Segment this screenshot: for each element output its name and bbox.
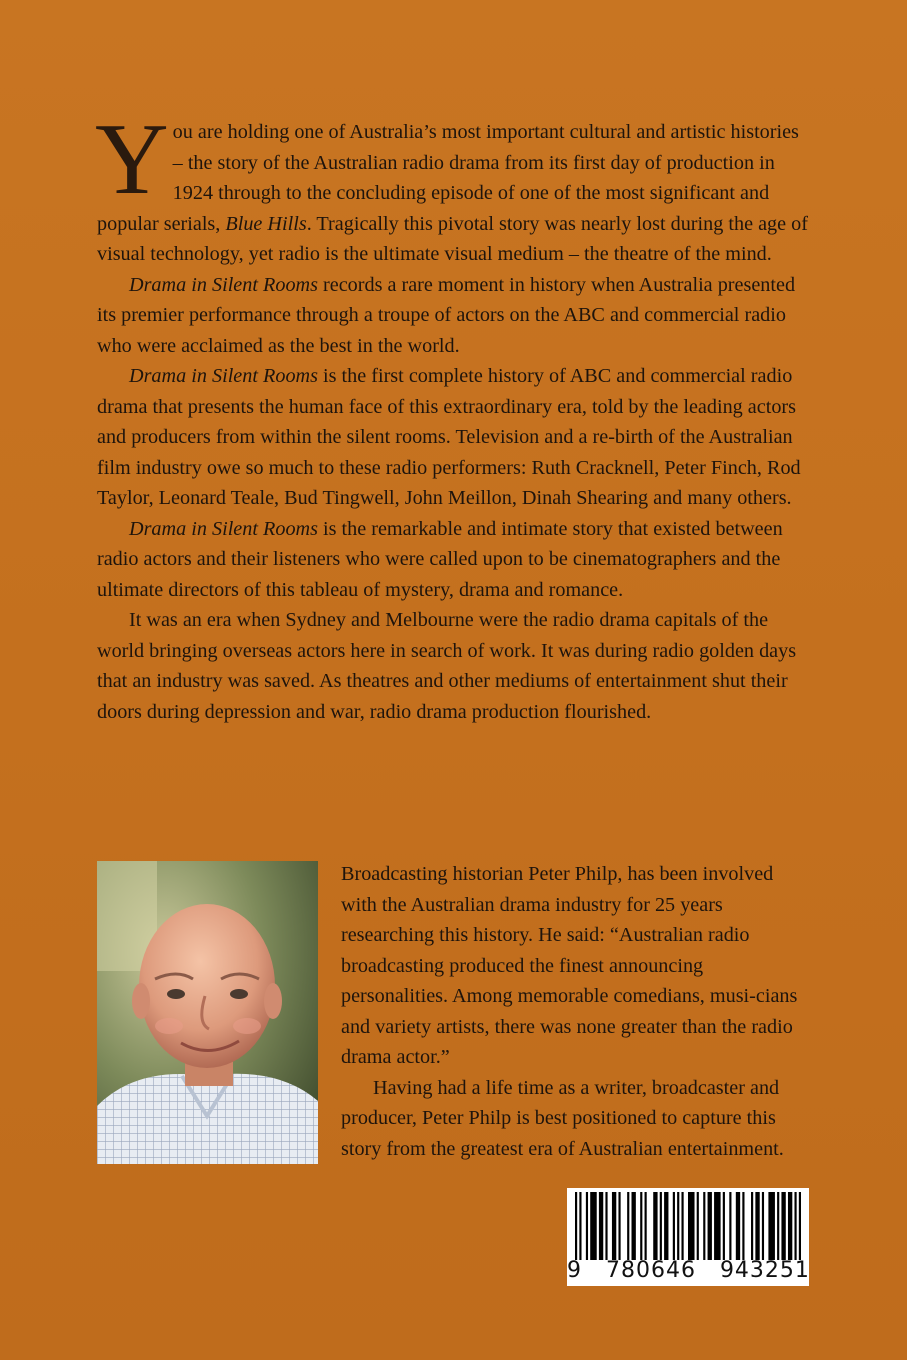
barcode-bar (632, 1192, 636, 1260)
barcode-bar (703, 1192, 705, 1260)
barcode-bar (664, 1192, 668, 1260)
barcode-bars (575, 1192, 801, 1260)
blurb-paragraph-5: It was an era when Sydney and Melbourne were the radio drama capitals of the world bringing overseas actors here in search of work. It was during radio golden days that an industry was saved. As theatres and other mediums of entertainment shut their doors during depression and war, radio drama production flourished. (97, 609, 797, 723)
barcode-bar (723, 1192, 725, 1260)
blurb-paragraph-3: Drama in Silent Rooms is the first complete history of ABC and commercial radio drama that presents the human face of this extraordinary era, told by the leading actors and producers from within the silent rooms. Television and a re-birth of the Australian film industry owe so much to these radio performers: Ruth Cracknell, Peter Finch, Rod Taylor, Leonard Teale, Bud Tingwell, John Meillon, Dinah Shearing and many others. (97, 365, 801, 509)
barcode-bar (762, 1192, 764, 1260)
barcode-bar (612, 1192, 616, 1260)
bio-paragraph-2: Having had a life time as a writer, broadcaster and producer, Peter Philp is best positioned to capture this story from the greatest era of Australian entertainment. (341, 1076, 784, 1160)
barcode-bar (575, 1192, 577, 1260)
barcode-bar (640, 1192, 642, 1260)
book-title: Drama in Silent Rooms (129, 517, 318, 540)
barcode-bar (742, 1192, 744, 1260)
barcode-bar (653, 1192, 657, 1260)
barcode-bar (697, 1192, 699, 1260)
barcode-bar (714, 1192, 721, 1260)
serial-title: Blue Hills (225, 212, 307, 235)
blurb-paragraph-1: You are holding one of Australia’s most important cultural and artistic histories – the story of the Australian radio drama from its first day of production in 1924 through to the concluding episode of one of the most significant and popular serials, Blue Hills. Tragically this pivotal story was nearly lost during the age of visual technology, yet radio is the ultimate visual medium – the theatre of the mind. (95, 103, 808, 265)
barcode-bar (708, 1192, 712, 1260)
barcode-bar (645, 1192, 647, 1260)
barcode-bar (729, 1192, 731, 1260)
barcode-bar (673, 1192, 675, 1260)
barcode-bar (755, 1192, 759, 1260)
barcode-bar (788, 1192, 792, 1260)
barcode-bar (688, 1192, 695, 1260)
barcode-bar (794, 1192, 796, 1260)
blurb-paragraph-2: Drama in Silent Rooms records a rare moment in history when Australia presented its premier performance through a troupe of actors on the ABC and commercial radio who were acclaimed as the best in the world. (97, 273, 796, 357)
barcode-bar (579, 1192, 581, 1260)
barcode-bar (751, 1192, 753, 1260)
blurb-text (95, 103, 809, 727)
isbn-barcode (567, 1188, 809, 1286)
barcode-bar (590, 1192, 597, 1260)
barcode-bar (618, 1192, 620, 1260)
barcode-bar (768, 1192, 775, 1260)
barcode-bar (677, 1192, 679, 1260)
barcode-bar (777, 1192, 779, 1260)
bio-paragraph-1: Broadcasting historian Peter Philp, has been involved with the Australian drama industry for 25 years researching this history. He said: “Australian radio broadcasting produced the finest announcing personalities. Among memorable comedians, musi-cians and variety artists, there was none greater than the radio drama actor.” (341, 863, 798, 1068)
drop-cap: Y (95, 103, 169, 216)
barcode-bar (681, 1192, 683, 1260)
barcode-bar (660, 1192, 662, 1260)
book-title: Drama in Silent Rooms (129, 365, 318, 387)
barcode-bar (781, 1192, 785, 1260)
author-bio (341, 859, 809, 1164)
barcode-bar (627, 1192, 629, 1260)
book-title: Drama in Silent Rooms (129, 273, 318, 296)
barcode-bar (586, 1192, 588, 1260)
isbn-number: 9 780646 943251 (567, 1258, 810, 1283)
barcode-bar (605, 1192, 607, 1260)
barcode-bar (599, 1192, 603, 1260)
barcode-bar (736, 1192, 740, 1260)
author-photo (97, 861, 318, 1164)
blurb-paragraph-4: Drama in Silent Rooms is the remarkable and intimate story that existed between radio actors and their listeners who were called upon to be cinematographers and the ultimate directors of this tableau of mystery, drama and romance. (97, 517, 783, 601)
barcode-bar (799, 1192, 801, 1260)
